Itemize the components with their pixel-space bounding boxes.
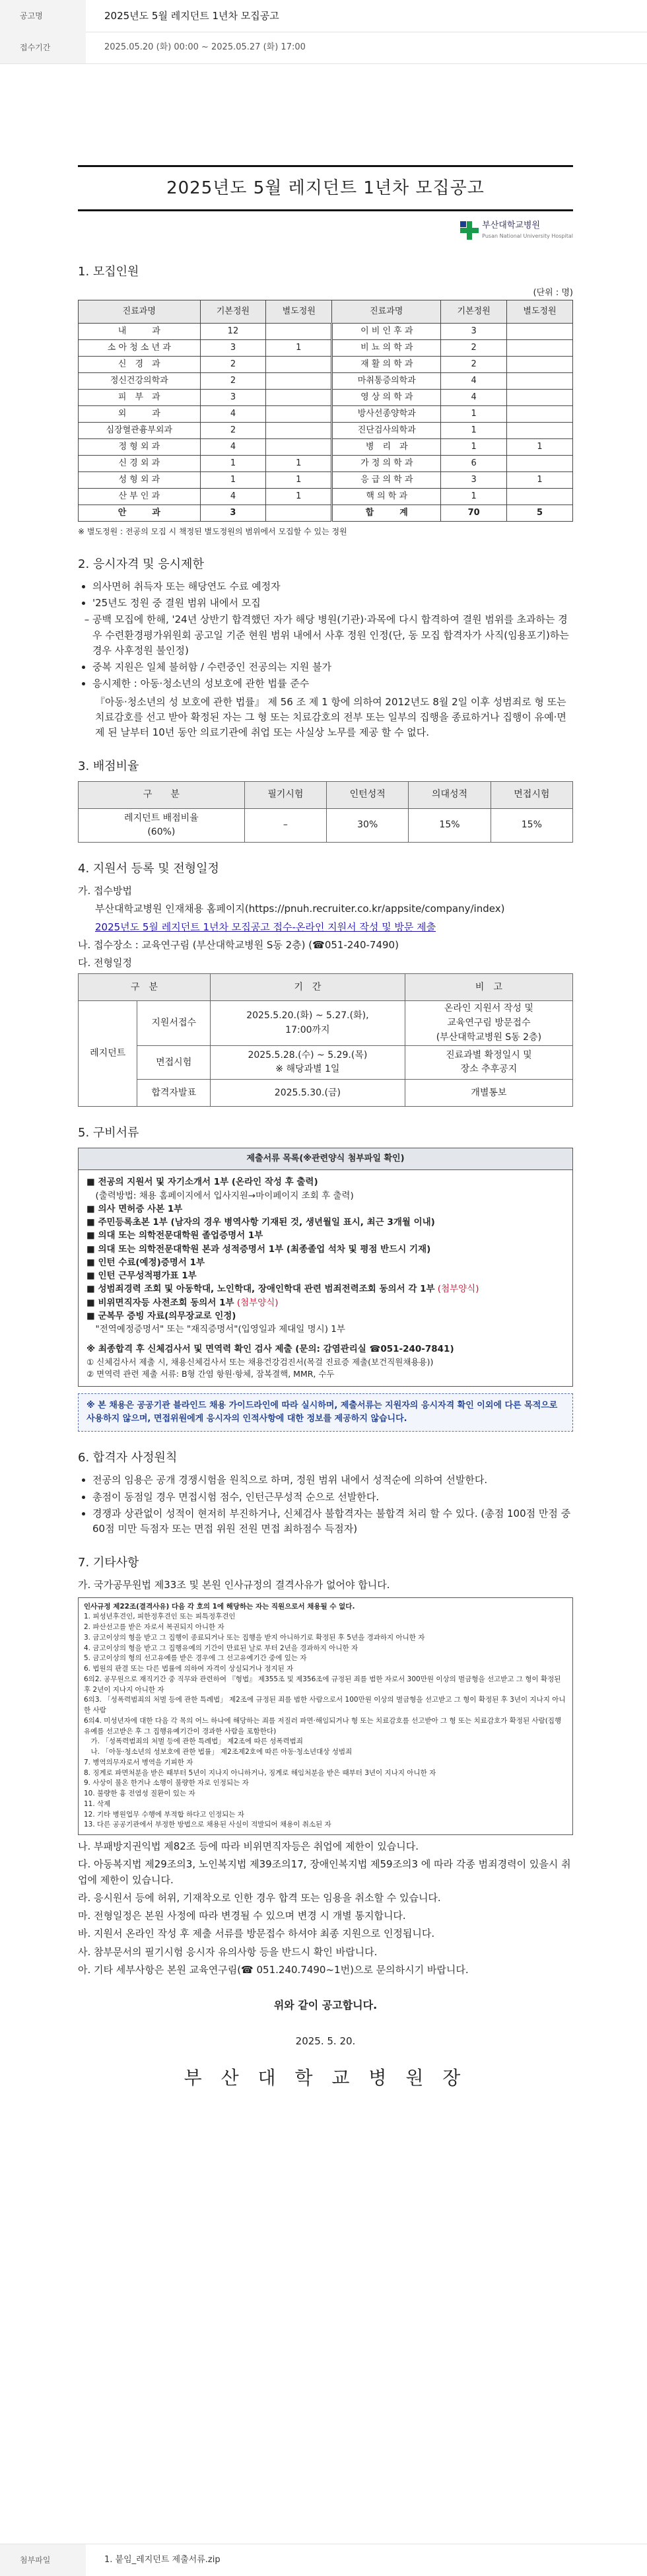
recruit-cell: 1 bbox=[200, 472, 266, 489]
eligibility-item: • 중복 지원은 일체 불허함 / 수련중인 전공의는 지원 불가 bbox=[92, 660, 573, 675]
score-cell: 30% bbox=[327, 809, 409, 843]
eligibility-item: – 공백 모집에 한해, '24년 상반기 합격했던 자가 해당 병원(기관)·과목에 다시 합격하여 결원 범위를 초과하는 경우 수련환경평가위원회 공고일 기준 현원 범위 내에서 사후 정원 인정(단, 동 모집 합격자가 사직(임용포기)하는 경우 사후정원 불인정) bbox=[92, 612, 573, 658]
schedule-label: 다. 전형일정 bbox=[78, 957, 132, 969]
disqualification-line: 11. 삭제 bbox=[84, 1799, 111, 1808]
recruit-cell: 심장혈관흉부외과 bbox=[79, 423, 201, 439]
recruit-cell: 3 bbox=[200, 340, 266, 357]
recruit-header: 기본정원 bbox=[441, 300, 507, 324]
recruit-cell bbox=[266, 373, 332, 390]
document-item: (출력방법: 채용 홈페이지에서 입사지원→마이페이지 조회 후 출력) bbox=[86, 1190, 354, 1201]
recruit-cell: 4 bbox=[200, 406, 266, 423]
score-header: 면접시험 bbox=[491, 782, 572, 809]
recruit-header: 진료과명 bbox=[79, 300, 201, 324]
recruit-cell bbox=[507, 456, 573, 472]
recruit-cell: 2 bbox=[200, 357, 266, 373]
recruit-cell: 4 bbox=[200, 439, 266, 456]
recruit-cell: 영 상 의 학 과 bbox=[332, 390, 441, 406]
selection-rule: • 총점이 동점일 경우 면접시험 점수, 인턴근무성적 순으로 선발한다. bbox=[92, 1490, 573, 1505]
recruit-cell: 2 bbox=[441, 357, 507, 373]
recruit-cell: 응 급 의 학 과 bbox=[332, 472, 441, 489]
notice-title: 2025년도 5월 레지던트 1년차 모집공고 bbox=[104, 10, 279, 22]
recruit-cell: 4 bbox=[441, 373, 507, 390]
selection-rules bbox=[78, 1473, 573, 1537]
document-item: ■ 전공의 지원서 및 자기소개서 1부 (온라인 작성 후 출력) bbox=[86, 1177, 318, 1188]
document-item: ■ 인턴 수료(예정)증명서 1부 bbox=[86, 1257, 205, 1268]
other-item: 라. 응시원서 등에 허위, 기재착오로 인한 경우 합격 또는 임용을 취소할 수 있습니다. bbox=[78, 1891, 441, 1904]
section-6-heading: 6. 합격자 사정원칙 bbox=[78, 1451, 178, 1465]
recruit-table bbox=[78, 300, 573, 522]
recruit-cell: 3 bbox=[200, 390, 266, 406]
score-header: 의대성적 bbox=[409, 782, 491, 809]
recruit-cell: 1 bbox=[441, 439, 507, 456]
recruit-cell: 1 bbox=[266, 472, 332, 489]
score-header: 필기시험 bbox=[244, 782, 326, 809]
recruit-row bbox=[79, 406, 573, 423]
schedule-cell: 면접시험 bbox=[137, 1046, 211, 1080]
recruit-cell bbox=[507, 406, 573, 423]
apply-method-label: 가. 접수방법 bbox=[78, 885, 132, 897]
recruit-cell: 이 비 인 후 과 bbox=[332, 324, 441, 340]
schedule-cell: 개별통보 bbox=[405, 1080, 572, 1107]
title-key: 공고명 bbox=[0, 0, 86, 32]
other-items bbox=[78, 1839, 573, 1978]
recruit-cell: 신 경 과 bbox=[79, 357, 201, 373]
section-2-heading: 2. 응시자격 및 응시제한 bbox=[78, 557, 204, 571]
recruit-cell: 1 bbox=[266, 340, 332, 357]
disqualification-line: 나. 「아동·청소년의 성보호에 관한 법률」 제2조제2호에 따른 아동·청소년대상 성범죄 bbox=[84, 1748, 353, 1756]
recruit-cell bbox=[507, 423, 573, 439]
attachment-row bbox=[0, 2544, 647, 2576]
restriction-paragraph: 『아동·청소년의 성 보호에 관한 법률』 제 56 조 제 1 항에 의하여 2012년도 8월 2일 이후 성범죄로 형 또는 치료감호를 선고 받아 확정된 자는 그 형 또는 치료감호의 전부 또는 일부의 집행을 종료하거나 집행이 유예·면제 된 날부터 10년 동안 의료기관에 취업 또는 사실상 노무를 제공 할 수 없다. bbox=[95, 695, 566, 739]
document-item-row bbox=[86, 1296, 564, 1309]
recruit-cell: 4 bbox=[441, 390, 507, 406]
section-3-heading: 3. 배점비율 bbox=[78, 759, 139, 774]
disqualification-line: 6. 법원의 판결 또는 다른 법률에 의하여 자격이 상실되거나 정지된 자 bbox=[84, 1665, 294, 1673]
recruit-cell: 12 bbox=[200, 324, 266, 340]
recruit-cell: 핵 의 학 과 bbox=[332, 489, 441, 505]
recruit-cell: 가 정 의 학 과 bbox=[332, 456, 441, 472]
disqualification-line: 10. 불량한 흉 전염성 질환이 있는 자 bbox=[84, 1790, 195, 1797]
recruit-cell: 소 아 청 소 년 과 bbox=[79, 340, 201, 357]
recruit-row bbox=[79, 489, 573, 505]
disqualification-line: 4. 금고이상의 형을 받고 그 집행유예의 기간이 만료된 날로 부터 2년을 경과하지 아니한 자 bbox=[84, 1644, 358, 1652]
recruit-cell bbox=[266, 357, 332, 373]
recruit-cell: 합 계 bbox=[332, 505, 441, 522]
recruit-cell bbox=[507, 357, 573, 373]
recruit-cell: 4 bbox=[200, 489, 266, 505]
recruit-cell: 피 부 과 bbox=[79, 390, 201, 406]
disqualification-line: 12. 기타 병원업무 수행에 부적합 하다고 인정되는 자 bbox=[84, 1810, 244, 1819]
document-item: ■ 주민등록초본 1부 (남자의 경우 병역사항 기재된 것, 생년월일 표시, 최근 3개월 이내) bbox=[86, 1217, 435, 1228]
disqualification-line: 9. 사상이 불온 한거나 소행이 불량한 자로 인정되는 자 bbox=[84, 1779, 249, 1788]
recruit-cell: 병 리 과 bbox=[332, 439, 441, 456]
recruit-row bbox=[79, 505, 573, 522]
recruit-cell: 비 뇨 의 학 과 bbox=[332, 340, 441, 357]
disqualification-line: 가. 「성폭력범죄의 처벌 등에 관한 특례법」 제2조에 따른 성폭력범죄 bbox=[84, 1737, 303, 1746]
schedule-cell: 합격자발표 bbox=[137, 1080, 211, 1107]
document-item: ■ 비위면직자등 사전조회 동의서 1부 bbox=[86, 1297, 234, 1308]
disqualification-title: 인사규정 제22조(결격사유) 다음 각 호의 1에 해당하는 자는 직원으로서 채용될 수 없다. bbox=[84, 1602, 355, 1611]
eligibility-item: • 의사면허 취득자 또는 해당연도 수료 예정자 bbox=[92, 579, 573, 594]
disqualification-line: 6의3. 「성폭력범죄의 처벌 등에 관한 특례법」 제2조에 규정된 죄를 범한 사람으로서 100만원 이상의 벌금형을 선고받고 그 형이 확정된 후 3년이 지나지 아니한 사람 bbox=[84, 1696, 566, 1714]
period-key: 접수기간 bbox=[0, 32, 86, 63]
document-item: ■ 군복무 증빙 자료(의무장교로 인정) bbox=[86, 1310, 236, 1321]
other-item: 마. 전형일정은 본원 사정에 따라 변경될 수 있으며 변경 시 개별 통지합니다. bbox=[78, 1910, 406, 1922]
final-check-item: ① 신체검사서 제출 시, 채용신체검사서 또는 채용건강검진서(목걸 진료증 제출(보건직원채용용)) bbox=[86, 1356, 434, 1367]
document-body bbox=[78, 139, 573, 2092]
eligibility-list bbox=[78, 579, 573, 692]
recruit-header: 진료과명 bbox=[332, 300, 441, 324]
recruit-cell: 1 bbox=[441, 423, 507, 439]
logo-icon bbox=[460, 221, 479, 240]
disqualification-line: 1. 피성년후견인, 피한정후견인 또는 피특정후견인 bbox=[84, 1613, 236, 1621]
recruit-cell: 1 bbox=[507, 439, 573, 456]
section-4-heading: 4. 지원서 등록 및 전형일정 bbox=[78, 862, 219, 876]
score-header: 인턴성적 bbox=[327, 782, 409, 809]
other-item: 아. 기타 세부사항은 본원 교육연구림(☎ 051.240.7490~1번)으로 문의하시기 바랍니다. bbox=[78, 1963, 469, 1976]
recruit-cell bbox=[507, 373, 573, 390]
disqualification-line: 13. 다른 공공기관에서 부정한 방법으로 채용된 사실이 적발되어 채용이 취소된 자 bbox=[84, 1821, 331, 1829]
other-item: 나. 부패방지권익법 제82조 등에 따라 비위면직자등은 취업에 제한이 있습니다. bbox=[78, 1840, 419, 1852]
schedule-group: 레지던트 bbox=[79, 1001, 137, 1107]
recruit-cell: 3 bbox=[441, 324, 507, 340]
recruit-cell: 재 활 의 학 과 bbox=[332, 357, 441, 373]
eligibility-item: • '25년도 정원 중 결원 범위 내에서 모집 bbox=[92, 596, 573, 611]
disqualification-line: 8. 징계로 파면처분을 받은 때부터 5년이 지나지 아니하거나, 징계로 해임처분을 받은 때부터 3년이 지나지 아니한 자 bbox=[84, 1768, 436, 1777]
attach-form-tag: (첨부양식) bbox=[437, 1284, 479, 1295]
recruit-cell: 마취통증의학과 bbox=[332, 373, 441, 390]
recruit-row bbox=[79, 324, 573, 340]
recruit-cell: 2 bbox=[441, 340, 507, 357]
final-check-note: ※ 최종합격 후 신체검사서 및 면역력 확인 검사 제출 (문의: 감염관리실 ☎051-240-7841) bbox=[86, 1344, 454, 1355]
other-item: 다. 아동복지법 제29조의3, 노인복지법 제39조의17, 장애인복지법 제59조의3 에 따라 각종 범죄경력이 있을시 취업에 제한이 있습니다. bbox=[78, 1858, 571, 1886]
score-cell: 레지던트 배점비율 (60%) bbox=[79, 809, 245, 843]
score-table bbox=[78, 781, 573, 843]
recruit-cell: 6 bbox=[441, 456, 507, 472]
disqualification-line: 7. 병역의무자로서 병역을 기피한 자 bbox=[84, 1758, 193, 1766]
recruit-cell: 1 bbox=[441, 489, 507, 505]
recruit-cell bbox=[507, 390, 573, 406]
closing-statement: 위와 같이 공고합니다. bbox=[273, 1999, 378, 2011]
recruit-row bbox=[79, 439, 573, 456]
schedule-cell: 온라인 지원서 작성 및 교육연구림 방문접수 (부산대학교병원 S동 2층) bbox=[405, 1001, 572, 1046]
period-value: 2025.05.20 (화) 00:00 ~ 2025.05.27 (화) 17:00 bbox=[104, 42, 306, 52]
closing-signature: 부 산 대 학 교 병 원 장 bbox=[184, 2067, 467, 2089]
schedule-head: 비 고 bbox=[405, 974, 572, 1001]
recruit-cell bbox=[507, 489, 573, 505]
recruit-cell bbox=[266, 390, 332, 406]
attachment-key: 첨부파일 bbox=[0, 2544, 86, 2576]
score-header: 구 분 bbox=[79, 782, 245, 809]
recruit-cell: 3 bbox=[200, 505, 266, 522]
closing bbox=[78, 1998, 573, 2092]
schedule-cell: 2025.5.30.(금) bbox=[210, 1080, 405, 1107]
recruit-cell bbox=[266, 324, 332, 340]
recruit-cell: 방사선종양학과 bbox=[332, 406, 441, 423]
recruit-cell: 1 bbox=[266, 456, 332, 472]
schedule-table bbox=[78, 973, 573, 1107]
recruit-cell: 내 과 bbox=[79, 324, 201, 340]
recruit-cell: 5 bbox=[507, 505, 573, 522]
recruit-cell: 정신건강의학과 bbox=[79, 373, 201, 390]
other-item: 사. 참부문서의 필기시험 응시자 유의사항 등을 반드시 확인 바랍니다. bbox=[78, 1945, 378, 1958]
recruit-cell: 1 bbox=[266, 489, 332, 505]
apply-link[interactable]: 2025년도 5월 레지던트 1년차 모집공고 접수-온라인 지원서 작성 및 방문 제출 bbox=[95, 921, 436, 933]
recruit-cell: 2 bbox=[200, 373, 266, 390]
document-title: 2025년도 5월 레지던트 1년차 모집공고 bbox=[78, 165, 573, 211]
document-item: ■ 의대 또는 의학전문대학원 졸업증명서 1부 bbox=[86, 1230, 263, 1241]
recruit-homepage: 부산대학교병원 인재채용 홈페이지(https://pnuh.recruiter.co.kr/appsite/company/index) bbox=[95, 903, 505, 915]
blind-hiring-notice: ※ 본 채용은 공공기관 블라인드 채용 가이드라인에 따라 실시하며, 제출서류는 지원자의 응시자격 확인 이외에 다른 목적으로 사용하지 않으며, 면접위원에게 응시자의 인적사항에 대한 정보를 제공하지 않습니다. bbox=[78, 1393, 573, 1432]
document-item: ■ 의대 또는 의학전문대학원 본과 성적증명서 1부 (최종졸업 석차 및 평점 반드시 기재) bbox=[86, 1243, 431, 1255]
document-item: ■ 성범죄경력 조회 및 아동학대, 노인학대, 장애인학대 관련 범죄전력조회 동의서 각 1부 bbox=[86, 1284, 435, 1295]
recruit-row bbox=[79, 357, 573, 373]
recruit-row bbox=[79, 373, 573, 390]
recruit-cell bbox=[266, 439, 332, 456]
recruit-cell: 산 부 인 과 bbox=[79, 489, 201, 505]
section-7-heading: 7. 기타사항 bbox=[78, 1556, 139, 1570]
recruit-cell: 외 과 bbox=[79, 406, 201, 423]
disqualification-lines bbox=[84, 1612, 567, 1830]
recruit-cell: 2 bbox=[200, 423, 266, 439]
score-cell: 15% bbox=[491, 809, 572, 843]
recruit-cell: 성 형 외 과 bbox=[79, 472, 201, 489]
recruit-row bbox=[79, 390, 573, 406]
recruit-row bbox=[79, 472, 573, 489]
notice-title-row bbox=[0, 0, 647, 32]
recruit-cell bbox=[266, 406, 332, 423]
attach-form-tag: (첨부양식) bbox=[236, 1297, 279, 1308]
recruit-header: 기본정원 bbox=[200, 300, 266, 324]
recruit-cell: 1 bbox=[507, 472, 573, 489]
closing-date: 2025. 5. 20. bbox=[295, 2035, 356, 2047]
disqualification-line: 6의2. 공무원으로 재직기간 중 직무와 관련하여 『형법』 제355조 및 제356조에 규정된 죄를 범한 자로서 300만원 이상의 벌금형을 선고받고 그 형이 확정된 후 2년이 지나지 아니한 자 bbox=[84, 1675, 561, 1694]
recruit-cell: 1 bbox=[200, 456, 266, 472]
schedule-cell: 2025.5.28.(수) ~ 5.29.(목) ※ 해당과별 1일 bbox=[210, 1046, 405, 1080]
disqualification-line: 6의4. 미성년자에 대한 다음 각 목의 어느 하나에 해당하는 죄를 저질러 파면·해임되거나 형 또는 치료감호를 선고받아 그 형 또는 치료감호가 확정된 사람(집행유예를 선고받은 후 그 집행유예기간이 경과한 사람을 포함한다) bbox=[84, 1716, 562, 1735]
document-item: "전역예정증명서" 또는 "재직증명서"(입영일과 제대일 명시) 1부 bbox=[86, 1324, 345, 1335]
recruit-cell: 안 과 bbox=[79, 505, 201, 522]
document-item: ■ 인턴 근무성적평가표 1부 bbox=[86, 1271, 197, 1282]
recruit-row bbox=[79, 340, 573, 357]
recruit-cell: 70 bbox=[441, 505, 507, 522]
recruit-cell: 진단검사의학과 bbox=[332, 423, 441, 439]
section-5-heading: 5. 구비서류 bbox=[78, 1126, 139, 1140]
final-check-item: ② 면역력 관련 제출 서류: B형 간염 항원·항체, 잠복결핵, MMR, 수두 bbox=[86, 1369, 335, 1379]
schedule-cell: 진료과별 확정일시 및 장소 추후공지 bbox=[405, 1046, 572, 1080]
other-item: 바. 지원서 온라인 작성 후 제출 서류를 방문접수 하셔야 최종 지원으로 인정됩니다. bbox=[78, 1928, 435, 1940]
document-item-row bbox=[86, 1282, 564, 1296]
recruit-cell bbox=[266, 505, 332, 522]
required-documents-box bbox=[78, 1148, 573, 1387]
score-cell: – bbox=[244, 809, 326, 843]
disqualification-line: 2. 파산선고를 받은 자로서 복권되지 아니한 자 bbox=[84, 1623, 224, 1631]
other-item: 가. 국가공무원법 제33조 및 본원 인사규정의 결격사유가 없어야 합니다. bbox=[78, 1579, 390, 1591]
schedule-head: 기 간 bbox=[210, 974, 405, 1001]
documents-body bbox=[79, 1170, 572, 1386]
hospital-logo bbox=[78, 219, 573, 246]
recruit-cell: 1 bbox=[441, 406, 507, 423]
recruit-note: ※ 별도정원 : 전공의 모집 시 책정된 별도정원의 범위에서 모집할 수 있는 정원 bbox=[78, 527, 347, 537]
disqualification-line: 3. 금고이상의 형을 받고 그 집행이 종료되거나 또는 집행을 받지 아니하기로 확정된 후 5년을 경과하지 아니한 자 bbox=[84, 1633, 425, 1642]
recruit-row bbox=[79, 423, 573, 439]
document-item: ■ 의사 면허증 사본 1부 bbox=[86, 1203, 183, 1214]
recruit-header: 별도정원 bbox=[507, 300, 573, 324]
recruit-cell: 3 bbox=[441, 472, 507, 489]
logo-label: 부산대학교병원 Pusan National University Hospital bbox=[482, 221, 573, 240]
schedule-cell: 2025.5.20.(화) ~ 5.27.(화), 17:00까지 bbox=[210, 1001, 405, 1046]
section-1-heading: 1. 모집인원 bbox=[78, 265, 139, 279]
recruit-cell bbox=[507, 340, 573, 357]
recruit-header: 별도정원 bbox=[266, 300, 332, 324]
disqualification-line: 5. 금고이상의 형의 선고유예를 받은 경우에 그 선고유예기간 중에 있는 자 bbox=[84, 1654, 307, 1663]
score-cell: 15% bbox=[409, 809, 491, 843]
selection-rule: • 전공의 임용은 공개 경쟁시험을 원칙으로 하며, 정원 범위 내에서 성적순에 의하여 선발한다. bbox=[92, 1473, 573, 1488]
unit-label: (단위 : 명) bbox=[533, 288, 573, 298]
period-row bbox=[0, 32, 647, 64]
recruit-cell bbox=[507, 324, 573, 340]
apply-place: 나. 접수장소 : 교육연구림 (부산대학교병원 S동 2층) (☎051-240-7490) bbox=[78, 938, 399, 951]
eligibility-item: • 응시제한 : 아동·청소년의 성보호에 관한 법률 준수 bbox=[92, 676, 573, 691]
attachment-link[interactable]: 1. 붙임_레지던트 제출서류.zip bbox=[104, 2555, 221, 2565]
recruit-cell: 신 경 외 과 bbox=[79, 456, 201, 472]
schedule-cell: 지원서접수 bbox=[137, 1001, 211, 1046]
recruit-cell bbox=[266, 423, 332, 439]
documents-header: 제출서류 목록(※관련양식 첨부파일 확인) bbox=[79, 1148, 572, 1170]
schedule-head: 구 분 bbox=[79, 974, 211, 1001]
disqualification-box bbox=[78, 1597, 573, 1836]
recruit-row bbox=[79, 456, 573, 472]
recruit-cell: 정 형 외 과 bbox=[79, 439, 201, 456]
selection-rule: • 경쟁과 상관없이 성적이 현저히 부진하거나, 신체검사 불합격자는 불합격 처리 할 수 있다. (총점 100점 만점 중 60점 미만 득점자 또는 면접 위원 전원 면접 최하점수 득점자) bbox=[92, 1506, 573, 1537]
